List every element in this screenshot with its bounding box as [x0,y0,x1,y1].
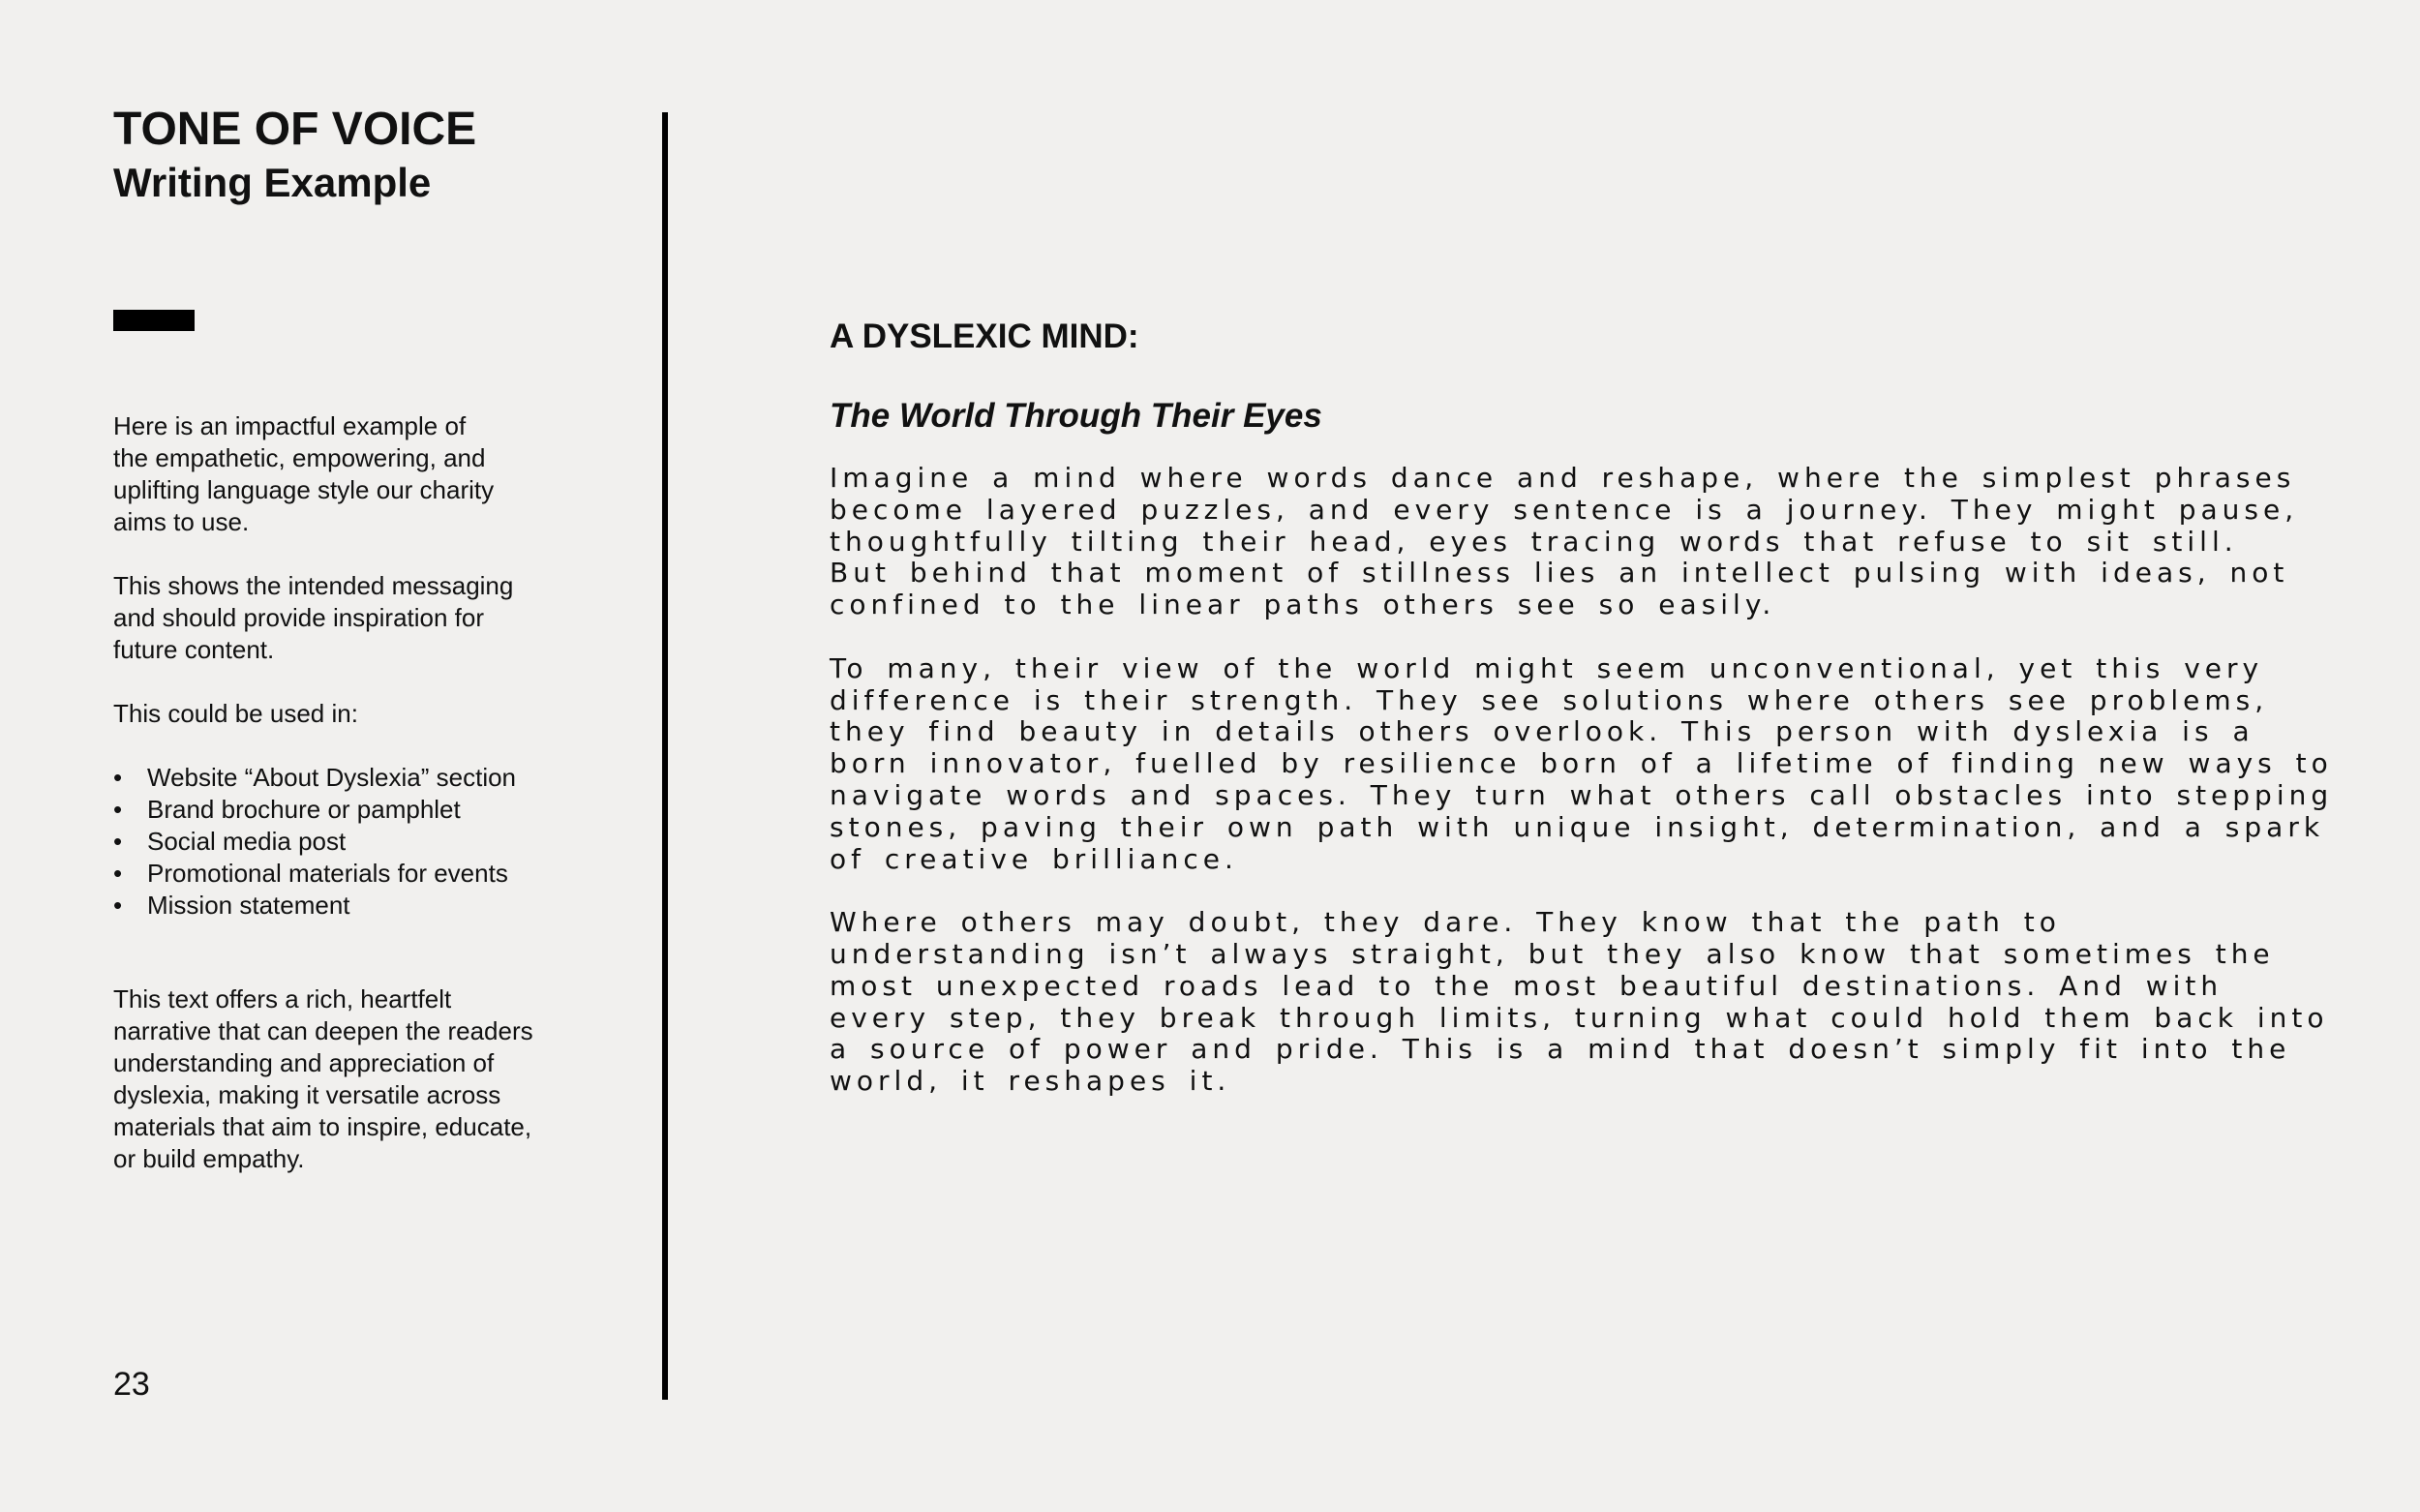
writing-example [830,316,2334,1130]
sidebar-description [113,410,588,953]
text-line: navigate words and spaces. They turn what others call obstacles into stepping [830,778,2334,811]
example-paragraph-3 [830,907,2340,1098]
example-paragraph-1 [830,463,2340,621]
example-paragraph-2 [830,653,2340,876]
bullet-dot: • [113,763,123,792]
list-item [113,762,588,794]
intro-line: aims to use. [113,507,250,536]
vertical-divider [662,112,668,1400]
page-title: TONE OF VOICE [113,104,477,155]
intro-line: the empathetic, empowering, and [113,443,486,472]
text-line: become layered puzzles, and every sentence is a journey. They might pause, [830,493,2299,526]
closing-line: or build empathy. [113,1144,305,1173]
bullet-dot: • [113,859,123,888]
closing-line: This text offers a rich, heartfelt [113,984,452,1013]
text-line: difference is their strength. They see solutions where others see problems, [830,683,2269,716]
closing-line: dyslexia, making it versatile across [113,1080,501,1109]
intro-paragraph [113,410,588,538]
uses-list [113,762,588,922]
list-item [113,826,588,858]
page-number: 23 [113,1366,150,1403]
list-item-label: Promotional materials for events [147,859,508,888]
purpose-line: future content. [113,635,275,664]
list-item-label: Mission statement [147,891,350,920]
list-item [113,890,588,922]
text-line: confined to the linear paths others see so easily. [830,589,1776,621]
text-line: born innovator, fuelled by resilience born of a lifetime of finding new ways to [830,747,2333,780]
closing-line: understanding and appreciation of [113,1048,495,1077]
text-line: world, it reshapes it. [830,1065,1231,1098]
list-item-label: Social media post [147,827,347,856]
closing-line: narrative that can deepen the readers [113,1016,533,1045]
intro-line: uplifting language style our charity [113,475,495,504]
uses-label: This could be used in: [113,699,358,728]
text-line: most unexpected roads lead to the most beautiful destinations. And with [830,969,2223,1002]
text-line: To many, their view of the world might seem unconventional, yet this very [830,651,2264,684]
closing-paragraph [113,983,588,1175]
intro-line: Here is an impactful example of [113,411,467,440]
list-item-label: Website “About Dyslexia” section [147,763,517,792]
text-line: they find beauty in details others overlook. This person with dyslexia is a [830,715,2254,748]
example-body [830,463,2340,1098]
text-line: Where others may doubt, they dare. They know that the path to [830,906,2061,939]
text-line: Imagine a mind where words dance and reshape, where the simplest phrases [830,462,2296,494]
purpose-line: and should provide inspiration for [113,603,485,632]
text-line: stones, paving their own path with unique insight, determination, and a spark [830,810,2325,843]
accent-bar [113,310,195,331]
text-line: But behind that moment of stillness lies an intellect pulsing with ideas, not [830,557,2289,590]
text-line: of creative brilliance. [830,842,1238,875]
text-line: a source of power and pride. This is a mind that doesn’t simply fit into the [830,1033,2291,1066]
bullet-dot: • [113,891,123,920]
list-item [113,794,588,826]
list-item-label: Brand brochure or pamphlet [147,795,461,824]
bullet-dot: • [113,827,123,856]
text-line: thoughtfully tilting their head, eyes tracing words that refuse to sit still. [830,525,2238,558]
text-line: understanding isn’t always straight, but they also know that sometimes the [830,937,2275,970]
bullet-dot: • [113,795,123,824]
title-block [113,103,597,209]
example-subheading: The World Through Their Eyes [830,397,1322,435]
closing-line: materials that aim to inspire, educate, [113,1112,532,1141]
purpose-paragraph [113,570,588,666]
example-heading: A DYSLEXIC MIND: [830,318,1139,355]
list-item [113,858,588,890]
purpose-line: This shows the intended messaging [113,571,514,600]
text-line: every step, they break through limits, turning what could hold them back into [830,1001,2329,1034]
page-subtitle: Writing Example [113,160,432,205]
